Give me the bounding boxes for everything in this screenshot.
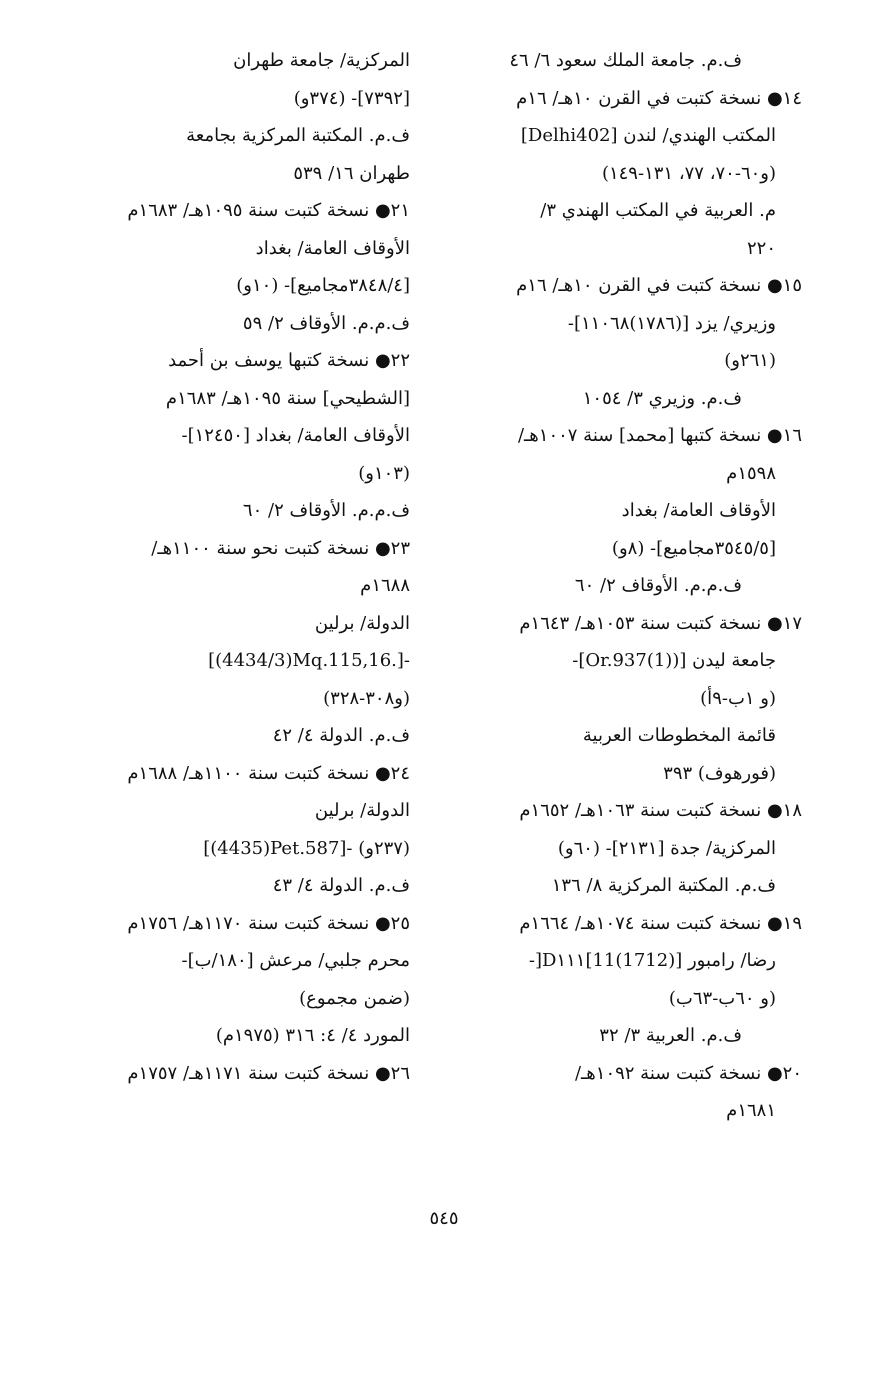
text-line: ١٩● نسخة كتبت سنة ١٠٧٤هـ/ ١٦٦٤م (519, 912, 802, 934)
text-line: المركزية/ جامعة طهران (233, 50, 410, 71)
text-line: طهران ١٦/ ٥٣٩ (293, 162, 410, 184)
text-line: ف.م. العربية ٣/ ٣٢ (599, 1025, 742, 1046)
text-line: الدولة/ برلين (314, 612, 410, 634)
text-line: قائمة المخطوطات العربية (582, 725, 776, 746)
text-line: ف.م.م. الأوقاف ٢/ ٦٠ (574, 575, 742, 596)
text-line: وزيري/ يزد [(١٧٨٦)١١٠٦٨]- (567, 312, 776, 334)
text-line: (٢٦١و) (724, 350, 776, 371)
text-line: ٢١● نسخة كتبت سنة ١٠٩٥هـ/ ١٦٨٣م (127, 200, 410, 221)
text-line: رضا/ رامبور [(1712)11]D١١١[- (528, 950, 776, 971)
text-line: [٧٣٩٢]- (٣٧٤و) (293, 87, 410, 109)
text-line: ف.م.م. الأوقاف ٢/ ٦٠ (242, 500, 410, 521)
text-line: (و ١ب-٩أ) (700, 687, 776, 709)
text-line: المركزية/ جدة [٢١٣١]- (٦٠و) (557, 837, 776, 859)
text-line: ٢٤● نسخة كتبت سنة ١١٠٠هـ/ ١٦٨٨م (127, 762, 410, 784)
text-line: الأوقاف العامة/ بغداد (255, 237, 410, 259)
text-line: (و٦٠-٧٠، ٧٧، ١٣١-١٤٩) (601, 162, 776, 184)
text-line: [(4435)Pet.587]- (٢٣٧و) (203, 837, 410, 859)
text-line: الأوقاف العامة/ بغداد (621, 500, 776, 521)
text-line: (١٠٣و) (358, 462, 410, 484)
text-line: محرم جلبي/ مرعش [١٨٠/ب]- (181, 950, 410, 971)
text-line: ٢٠● نسخة كتبت سنة ١٠٩٢هـ/ (574, 1062, 802, 1084)
text-line: الأوقاف العامة/ بغداد [١٢٤٥٠]- (181, 425, 410, 446)
text-line: ٢٢٠ (746, 237, 776, 259)
text-line: ١٥● نسخة كتبت في القرن ١٠هـ/ ١٦م (516, 275, 802, 296)
text-line: المورد ٤/ ٤: ٣١٦ (١٩٧٥م) (215, 1025, 410, 1046)
text-line: ٢٥● نسخة كتبت سنة ١١٧٠هـ/ ١٧٥٦م (127, 912, 410, 934)
text-line: ف.م.م. الأوقاف ٢/ ٥٩ (242, 312, 410, 334)
text-line: ٢٣● نسخة كتبت نحو سنة ١١٠٠هـ/ (151, 537, 410, 559)
text-line: (فورهوف) ٣٩٣ (663, 762, 776, 784)
text-line: ٢٢● نسخة كتبها يوسف بن أحمد (168, 350, 410, 371)
text-line: الدولة/ برلين (314, 800, 410, 821)
text-line: ف.م. جامعة الملك سعود ٦/ ٤٦ (509, 50, 742, 71)
text-line: [٣٨٤٨/٤مجاميع]- (١٠و) (236, 275, 410, 296)
text-line: ٢٦● نسخة كتبت سنة ١١٧١هـ/ ١٧٥٧م (127, 1062, 410, 1084)
text-line: ١٧● نسخة كتبت سنة ١٠٥٣هـ/ ١٦٤٣م (519, 612, 802, 634)
right-column (440, 42, 802, 1130)
text-line: المكتب الهندي/ لندن [Delhi402] (520, 125, 776, 146)
text-line: ١٥٩٨م (726, 462, 776, 484)
text-line: ف.م. الدولة ٤/ ٤٣ (272, 875, 410, 896)
text-line: م. العربية في المكتب الهندي ٣/ (540, 200, 776, 221)
text-line: (ضمن مجموع) (299, 987, 410, 1009)
text-line: (و ٦٠ب-٦٣ب) (668, 987, 776, 1009)
text-line: [الشطيحي] سنة ١٠٩٥هـ/ ١٦٨٣م (165, 387, 410, 409)
text-line: ف.م. الدولة ٤/ ٤٢ (272, 725, 410, 746)
text-line: ١٨● نسخة كتبت سنة ١٠٦٣هـ/ ١٦٥٢م (519, 800, 802, 821)
text-line: ١٦٨٨م (360, 575, 410, 596)
text-line: ١٤● نسخة كتبت في القرن ١٠هـ/ ١٦م (516, 87, 802, 109)
text-line: ف.م. المكتبة المركزية ٨/ ١٣٦ (551, 875, 776, 896)
text-line: (و٣٠٨-٣٢٨) (323, 687, 410, 709)
text-line: [(4434/3)Mq.115,16.]- (208, 650, 410, 671)
text-line: ١٦● نسخة كتبها [محمد] سنة ١٠٠٧هـ/ (517, 425, 802, 446)
text-line: ف.م. وزيري ٣/ ١٠٥٤ (582, 387, 742, 409)
text-line: [٣٥٤٥/٥مجاميع]- (٨و) (611, 537, 776, 559)
text-line: ١٦٨١م (726, 1100, 776, 1121)
left-column (70, 42, 410, 1092)
text-line: ف.م. المكتبة المركزية بجامعة (186, 125, 410, 146)
page-number: ٥٤٥ (429, 1208, 459, 1229)
text-line: جامعة ليدن [(Or.937(1)]- (572, 650, 776, 671)
